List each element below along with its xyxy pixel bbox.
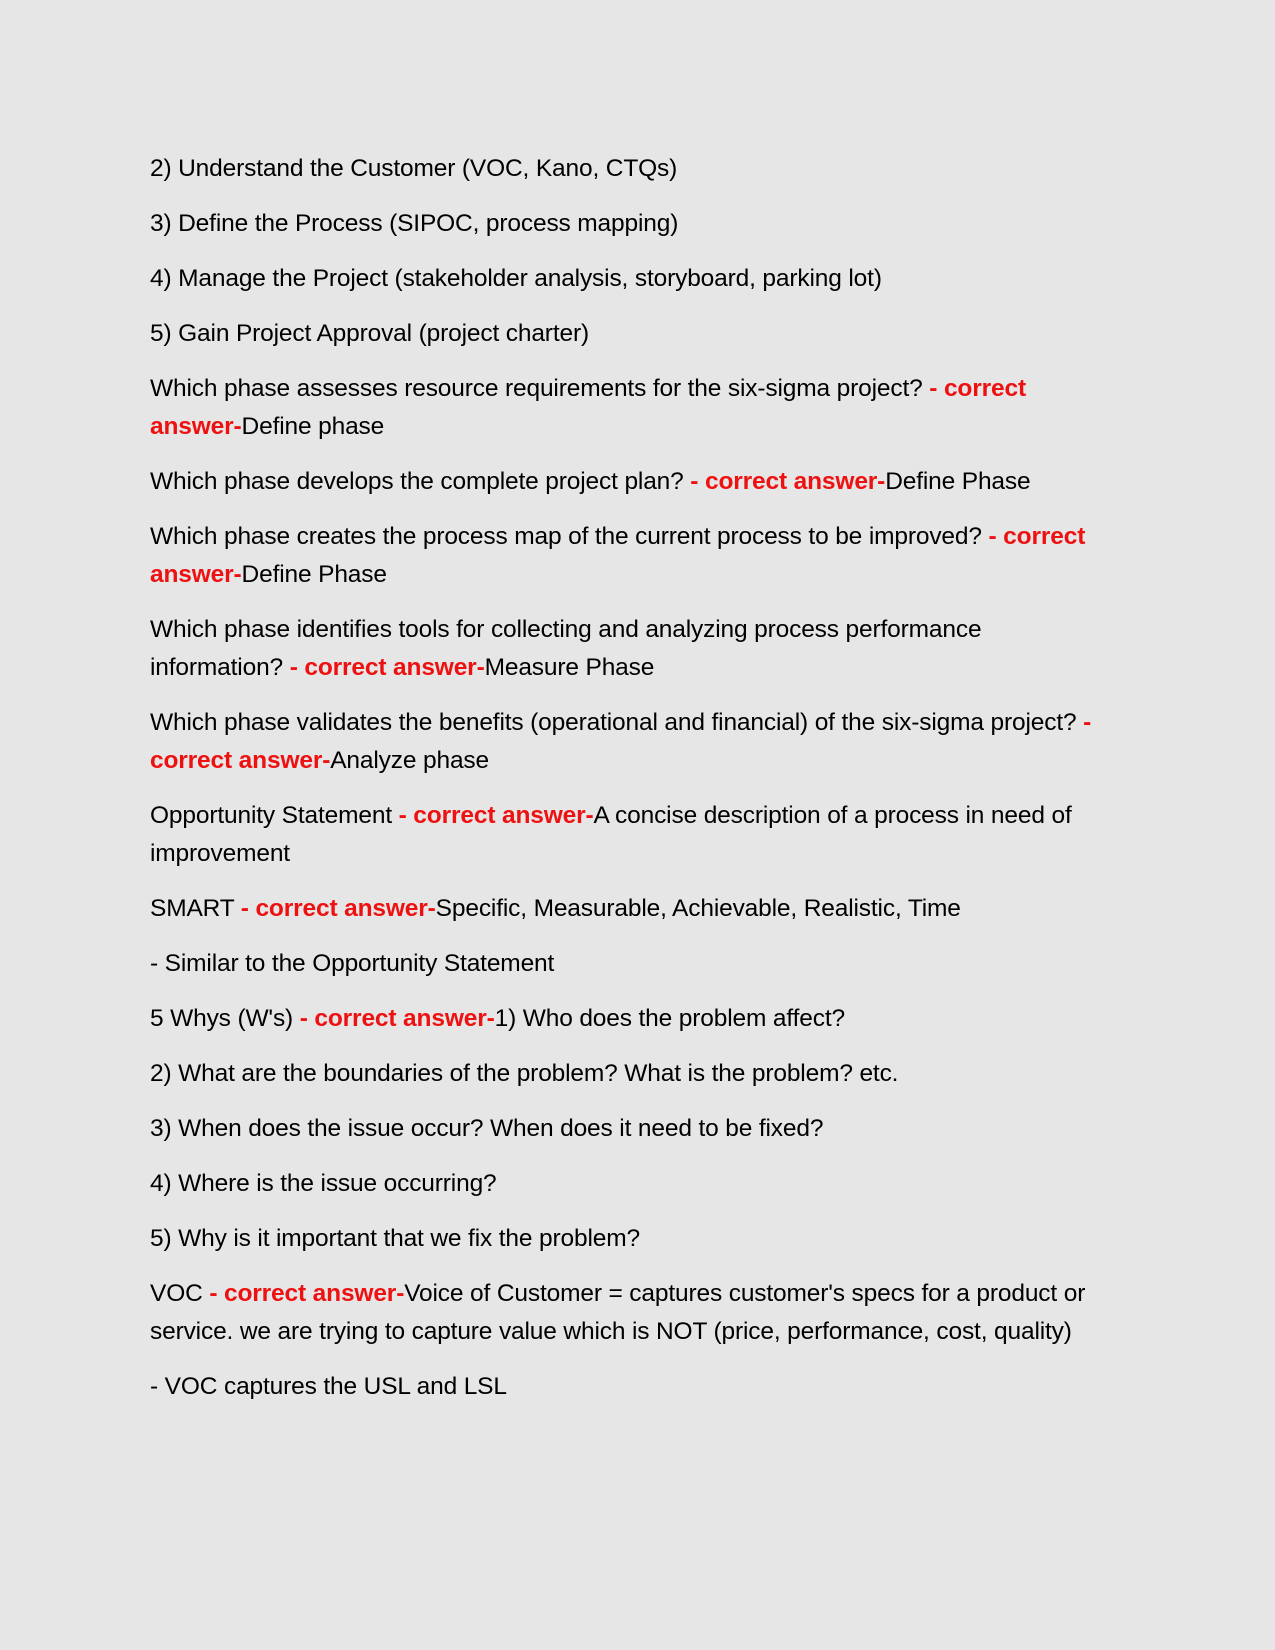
list-item-understand-customer — [150, 150, 1120, 188]
correct-answer-marker: - correct answer- — [690, 468, 886, 495]
document-body — [150, 150, 1120, 1423]
question-text: Which phase creates the process map of the current process to be improved? — [150, 523, 989, 550]
correct-answer-marker: - correct answer- — [150, 709, 1092, 774]
line-text: - Similar to the Opportunity Statement — [150, 950, 555, 977]
question-text: Opportunity Statement — [150, 802, 399, 829]
qa-smart — [150, 890, 1120, 928]
answer-text: Define Phase — [885, 468, 1031, 495]
question-text: SMART — [150, 895, 241, 922]
note-similar-opportunity — [150, 945, 1120, 983]
line-text: 5) Why is it important that we fix the problem? — [150, 1225, 640, 1252]
answer-text: Specific, Measurable, Achievable, Realistic, Time — [435, 895, 961, 922]
answer-text: Define phase — [241, 413, 385, 440]
question-text: VOC — [150, 1280, 210, 1307]
answer-text: Define Phase — [241, 561, 387, 588]
qa-five-whys — [150, 1000, 1120, 1038]
correct-answer-marker: - correct answer- — [289, 654, 485, 681]
qa-voc — [150, 1275, 1120, 1351]
correct-answer-marker: - correct answer- — [209, 1280, 405, 1307]
qa-validates-benefits — [150, 704, 1120, 780]
correct-answer-marker: - correct answer- — [240, 895, 436, 922]
answer-text: 1) Who does the problem affect? — [494, 1005, 845, 1032]
list-item-gain-approval — [150, 315, 1120, 353]
question-text: Which phase validates the benefits (operational and financial) of the six-sigma project? — [150, 709, 1084, 736]
list-item-where — [150, 1165, 1120, 1203]
answer-text: A concise description of a process in need of improvement — [150, 802, 1072, 867]
correct-answer-marker: - correct answer- — [150, 523, 1086, 588]
line-text: 5) Gain Project Approval (project charter) — [150, 320, 589, 347]
correct-answer-marker: - correct answer- — [299, 1005, 495, 1032]
question-text: Which phase assesses resource requirements for the six-sigma project? — [150, 375, 930, 402]
qa-resource-requirements — [150, 370, 1120, 446]
answer-text: Analyze phase — [330, 747, 490, 774]
correct-answer-marker: - correct answer- — [398, 802, 594, 829]
question-text: Which phase develops the complete project plan? — [150, 468, 691, 495]
line-text: 4) Where is the issue occurring? — [150, 1170, 497, 1197]
line-text: 2) What are the boundaries of the problem? What is the problem? etc. — [150, 1060, 899, 1087]
list-item-manage-project — [150, 260, 1120, 298]
line-text: - VOC captures the USL and LSL — [150, 1373, 507, 1400]
line-text: 2) Understand the Customer (VOC, Kano, CTQs) — [150, 155, 678, 182]
qa-tools-collecting — [150, 611, 1120, 687]
list-item-when — [150, 1110, 1120, 1148]
correct-answer-marker: - correct answer- — [150, 375, 1026, 440]
line-text: 4) Manage the Project (stakeholder analysis, storyboard, parking lot) — [150, 265, 882, 292]
note-voc-usl-lsl — [150, 1368, 1120, 1406]
qa-process-map — [150, 518, 1120, 594]
question-text: Which phase identifies tools for collecting and analyzing process performance information? — [150, 616, 982, 681]
line-text: 3) Define the Process (SIPOC, process mapping) — [150, 210, 679, 237]
list-item-define-process — [150, 205, 1120, 243]
list-item-why — [150, 1220, 1120, 1258]
qa-project-plan — [150, 463, 1120, 501]
qa-opportunity-statement — [150, 797, 1120, 873]
answer-text: Voice of Customer = captures customer's specs for a product or service. we are trying to capture value which is NOT (price, performance, cost, quality) — [150, 1280, 1086, 1345]
answer-text: Measure Phase — [484, 654, 655, 681]
list-item-boundaries — [150, 1055, 1120, 1093]
question-text: 5 Whys (W's) — [150, 1005, 300, 1032]
line-text: 3) When does the issue occur? When does it need to be fixed? — [150, 1115, 824, 1142]
